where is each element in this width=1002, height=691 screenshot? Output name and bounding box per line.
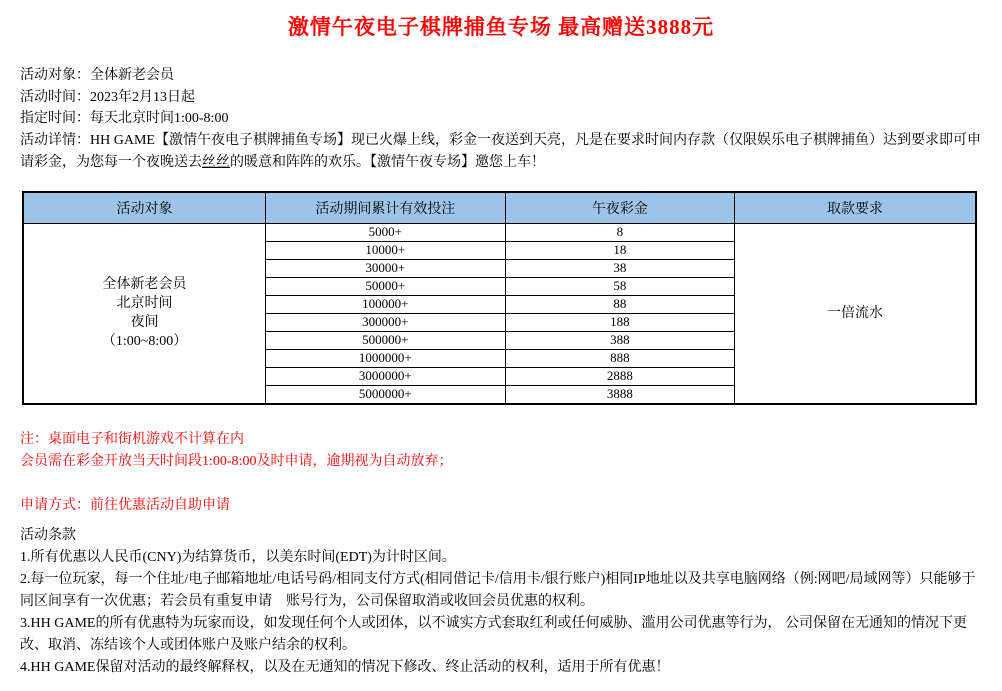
bet-cell: 100000+ [266, 295, 506, 313]
table-header-row [23, 192, 976, 224]
info-line-start-date: 活动时间：2023年2月13日起 [20, 89, 195, 105]
table-row [23, 223, 976, 241]
terms-heading: 活动条款 [20, 527, 76, 543]
terms-section [20, 525, 982, 679]
audience-cell [23, 223, 266, 404]
withdrawal-cell: 一倍流水 [735, 223, 976, 404]
info-line-detail [20, 130, 982, 174]
detail-text-underlined: 丝丝 [202, 154, 230, 170]
bonus-cell: 58 [505, 277, 734, 295]
table-header-midnight-bonus: 午夜彩金 [505, 192, 734, 224]
audience-line: 北京时间 [116, 296, 173, 311]
terms-item-4: 4.HH GAME保留对活动的最终解释权，以及在无通知的情况下修改、终止活动的权利，适用于所有优惠！ [20, 659, 670, 675]
note-apply-window: 会员需在彩金开放当天时间段1:00-8:00及时申请，逾期视为自动放弃； [20, 453, 453, 469]
bonus-cell: 188 [505, 313, 734, 331]
bonus-cell: 888 [505, 349, 734, 367]
bet-cell: 3000000+ [266, 367, 506, 385]
bet-cell: 10000+ [266, 241, 506, 259]
terms-item-2: 2.每一位玩家，每一个住址/电子邮箱地址/电话号码/相同支付方式(相同借记卡/信用卡/银行账户)相同IP地址以及共享电脑网络（例:网吧/局域网等）只能够于同区间享有一次优惠；若会员有重复申请 账号行为，公司保留取消或收回会员优惠的权利。 [20, 571, 976, 609]
bet-cell: 300000+ [266, 313, 506, 331]
bet-cell: 30000+ [266, 259, 506, 277]
audience-line: 全体新老会员 [102, 277, 187, 292]
bonus-cell: 388 [505, 331, 734, 349]
bonus-cell: 3888 [505, 385, 734, 404]
note-exclusion: 注：桌面电子和街机游戏不计算在内 [20, 431, 244, 447]
bet-cell: 5000+ [266, 223, 506, 241]
terms-item-1: 1.所有优惠以人民币(CNY)为结算货币，以美东时间(EDT)为计时区间。 [20, 549, 456, 565]
bet-cell: 500000+ [266, 331, 506, 349]
info-line-schedule: 指定时间：每天北京时间1:00-8:00 [20, 111, 229, 126]
bonus-cell: 88 [505, 295, 734, 313]
detail-text-suffix: 的暖意和阵阵的欢乐。【激情午夜专场】邀您上车！ [230, 154, 545, 170]
info-line-audience: 活动对象：全体新老会员 [20, 68, 174, 83]
table-header-audience: 活动对象 [23, 192, 266, 224]
bonus-cell: 2888 [505, 367, 734, 385]
audience-line: （1:00~8:00） [101, 334, 188, 349]
bet-cell: 1000000+ [266, 349, 506, 367]
detail-text-prefix: 活动详情：HH GAME【激情午夜电子棋牌捕鱼专场】现已火爆上线，彩金一夜送到天亮，凡是在要求时间内存款（仅限娱乐电子棋牌捕鱼）达到要求即可申请彩金，为您每一个夜晚送去 [20, 132, 981, 170]
bet-cell: 5000000+ [266, 385, 506, 404]
bet-cell: 50000+ [266, 277, 506, 295]
activity-info [20, 65, 982, 174]
audience-line: 夜间 [130, 315, 159, 330]
table-header-valid-bets: 活动期间累计有效投注 [266, 192, 506, 224]
table-header-withdrawal: 取款要求 [735, 192, 976, 224]
bonus-cell: 18 [505, 241, 734, 259]
bonus-cell: 8 [505, 223, 734, 241]
bonus-table [22, 191, 977, 405]
terms-item-3: 3.HH GAME的所有优惠特为玩家而设，如发现任何个人或团体，以不诚实方式套取红利或任何威胁、滥用公司优惠等行为， 公司保留在无通知的情况下更改、取消、冻结该个人或团体账户及账户结余的权利。 [20, 615, 967, 653]
note-apply-method: 申请方式：前往优惠活动自助申请 [20, 497, 230, 513]
page-title: 激情午夜电子棋牌捕鱼专场 最高赠送3888元 [287, 15, 715, 39]
bonus-cell: 38 [505, 259, 734, 277]
red-notes [20, 429, 982, 517]
